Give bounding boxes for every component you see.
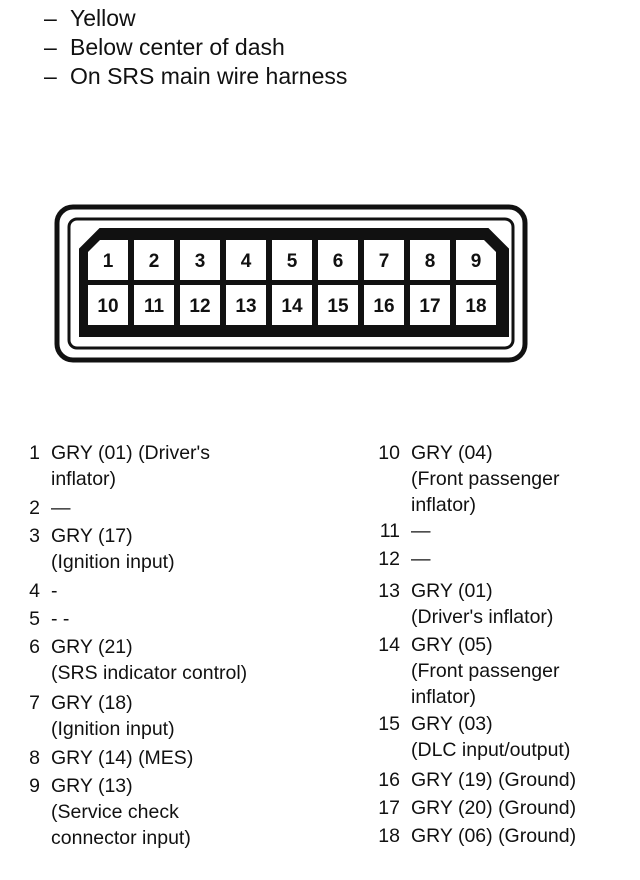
- pin-description-line: —: [411, 520, 431, 542]
- pin-description-line: - -: [51, 608, 70, 630]
- pin-description-line: GRY (01): [411, 580, 493, 602]
- pin-description-line: GRY (21): [51, 636, 133, 658]
- pin-number-label: 15: [327, 296, 349, 317]
- pin-number-label: 16: [373, 296, 395, 317]
- pin-description-line: GRY (18): [51, 692, 133, 714]
- pin-description-line: —: [411, 548, 431, 570]
- pin-description-line: GRY (19) (Ground): [411, 769, 577, 791]
- pin-description-line: (Ignition input): [51, 718, 175, 740]
- pin-number-label: 1: [102, 251, 114, 272]
- pin-description: [411, 518, 431, 544]
- pin-description-line: (Front passenger: [411, 468, 560, 490]
- pin-description-line: (Ignition input): [51, 551, 175, 573]
- pin-number: 12: [378, 548, 400, 570]
- pin-number-label: 14: [281, 296, 303, 317]
- pin-description: [51, 440, 210, 492]
- pin-description: [411, 823, 576, 849]
- pin-description: [411, 546, 431, 572]
- pin-number: 1: [29, 442, 40, 464]
- pin-description: [411, 632, 560, 710]
- pin-number-label: 11: [143, 296, 165, 317]
- pin-description: [51, 773, 191, 851]
- pin-number-label: 7: [378, 251, 390, 272]
- pin-description-line: GRY (03): [411, 713, 493, 735]
- pin-number-label: 5: [286, 251, 298, 272]
- pin-number-label: 17: [419, 296, 441, 317]
- pin-number: 7: [29, 692, 40, 714]
- pin-number: 6: [29, 636, 40, 658]
- pin-description-line: connector input): [51, 827, 191, 849]
- pin-description: [51, 690, 175, 742]
- pin-description: [411, 440, 560, 518]
- pin-number-label: 3: [194, 251, 206, 272]
- pin-description-line: —: [51, 497, 71, 519]
- dash: –: [44, 63, 57, 89]
- pin-number: 9: [29, 775, 40, 797]
- pin-number-label: 13: [235, 296, 257, 317]
- pin-description-line: inflator): [51, 468, 117, 490]
- pin-number: 4: [29, 580, 40, 602]
- pin-description: [411, 578, 553, 630]
- pin-description: [51, 578, 58, 604]
- pin-number-label: 2: [148, 251, 160, 272]
- pin-number-label: 18: [465, 296, 487, 317]
- pin-number-label: 8: [424, 251, 436, 272]
- pin-description: [51, 745, 193, 771]
- pin-description: [411, 711, 570, 763]
- pin-description-line: (SRS indicator control): [51, 662, 248, 684]
- pin-number: 5: [29, 608, 40, 630]
- pin-description: [51, 523, 175, 575]
- pin-number: 10: [378, 442, 400, 464]
- pin-description-line: (Service check: [51, 801, 179, 823]
- pin-number: 17: [378, 797, 400, 819]
- pin-number-label: 6: [332, 251, 344, 272]
- pin-number: 16: [378, 769, 400, 791]
- pin-description: [411, 767, 576, 793]
- pin-description-line: GRY (14) (MES): [51, 747, 194, 769]
- pin-number: 2: [29, 497, 40, 519]
- pin-description-line: (Front passenger: [411, 660, 560, 682]
- header-item-label: Below center of dash: [70, 34, 285, 60]
- header-item-label: On SRS main wire harness: [70, 63, 348, 89]
- pin-description: [51, 634, 247, 686]
- pin-number-label: 9: [470, 251, 482, 272]
- pin-description-line: (DLC input/output): [411, 739, 571, 761]
- pin-description-line: inflator): [411, 686, 477, 708]
- pin-description-line: GRY (06) (Ground): [411, 825, 577, 847]
- pin-number: 13: [378, 580, 400, 602]
- pin-description: [51, 606, 69, 632]
- dash: –: [44, 5, 57, 31]
- pin-number: 18: [378, 825, 400, 847]
- pin-number-label: 10: [97, 296, 119, 317]
- pin-number: 3: [29, 525, 40, 547]
- pin-description-line: GRY (05): [411, 634, 493, 656]
- pin-description-line: -: [51, 580, 58, 602]
- pin-description-line: GRY (04): [411, 442, 493, 464]
- pin-number-label: 12: [189, 296, 211, 317]
- pin-description-line: GRY (01) (Driver's: [51, 442, 211, 464]
- pin-number: 15: [378, 713, 400, 735]
- pin-number: 11: [379, 520, 400, 542]
- pin-description-line: GRY (20) (Ground): [411, 797, 577, 819]
- header-item-label: Yellow: [70, 5, 136, 31]
- pin-number: 8: [29, 747, 40, 769]
- pin-number-label: 4: [240, 251, 252, 272]
- pin-number: 14: [378, 634, 400, 656]
- pin-description: [411, 795, 576, 821]
- pin-description-line: (Driver's inflator): [411, 606, 554, 628]
- pin-description-line: GRY (13): [51, 775, 133, 797]
- dash: –: [44, 34, 57, 60]
- pin-description-line: inflator): [411, 494, 477, 516]
- pin-description-line: GRY (17): [51, 525, 133, 547]
- pin-description: [51, 495, 71, 521]
